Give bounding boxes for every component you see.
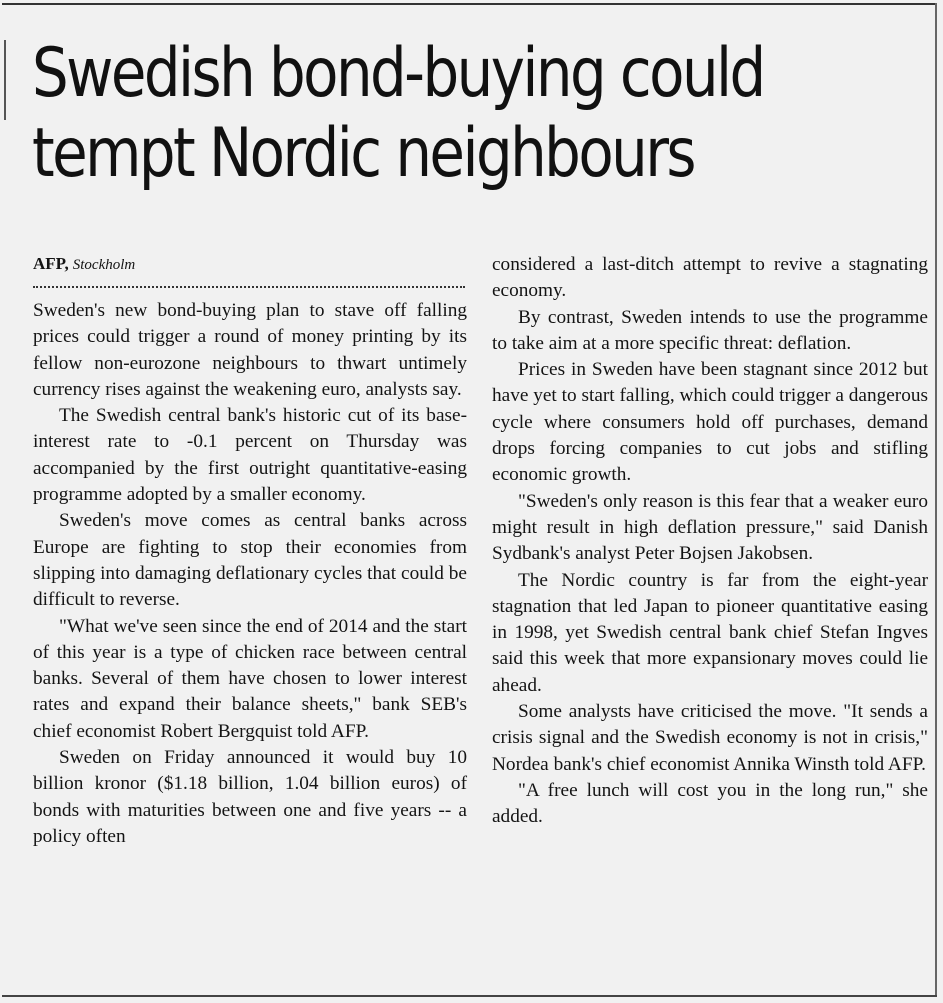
paragraph: The Nordic country is far from the eight-year stagnation that led Japan to pioneer quantitative easing in 1998, yet Swedish central bank chief Stefan Ingves said this week that more expansionary moves could lie ahead.: [492, 569, 928, 696]
right-border-rule: [935, 3, 937, 997]
paragraph: Prices in Sweden have been stagnant since 2012 but have yet to start falling, which could trigger a dangerous cycle where consumers hold off purchases, demand drops forcing companies to cut jobs and stifling economic growth.: [492, 359, 928, 486]
bottom-border-rule: [2, 995, 937, 997]
paragraph: "What we've seen since the end of 2014 and the start of this year is a type of chicken race between central banks. Several of them have chosen to lower interest rates and expand their balance sheets," bank SEB's chief economist Robert Bergquist told AFP.: [33, 615, 467, 742]
dotted-separator: [33, 286, 465, 288]
paragraph: considered a last-ditch attempt to revive a stagnating economy.: [492, 254, 928, 302]
paragraph: By contrast, Sweden intends to use the programme to take aim at a more specific threat: deflation.: [492, 306, 928, 354]
article-column-right: [492, 252, 928, 831]
paragraph: Sweden on Friday announced it would buy 10 billion kronor ($1.18 billion, 1.04 billion euros) of bonds with maturities between one and five years -- a policy often: [33, 747, 467, 847]
paragraph: The Swedish central bank's historic cut of its base-interest rate to -0.1 percent on Thursday was accompanied by the first outright quantitative-easing programme adopted by a smaller economy.: [33, 405, 467, 506]
top-border-rule: [2, 3, 935, 5]
paragraph: Sweden's move comes as central banks across Europe are fighting to stop their economies from slipping into damaging deflationary cycles that could be difficult to reverse.: [33, 510, 467, 611]
paragraph: "A free lunch will cost you in the long run," she added.: [492, 779, 928, 828]
article-column-left: [33, 252, 467, 850]
paragraph: "Sweden's only reason is this fear that a weaker euro might result in high deflation pressure," said Danish Sydbank's analyst Peter Bojsen Jakobsen.: [492, 490, 928, 565]
byline-place: Stockholm: [72, 257, 136, 273]
paragraph: Some analysts have criticised the move. "It sends a crisis signal and the Swedish economy is not in crisis," Nordea bank's chief economist Annika Winsth told AFP.: [492, 701, 928, 775]
byline: [33, 252, 467, 286]
byline-agency: AFP,: [33, 254, 69, 273]
paragraph: Sweden's new bond-buying plan to stave off falling prices could trigger a round of money printing by its fellow non-eurozone neighbours to thwart untimely currency rises against the weakening euro, analysts say.: [33, 300, 467, 400]
left-border-rule: [4, 40, 6, 120]
article-headline: Swedish bond-buying could tempt Nordic neighbours: [32, 34, 764, 193]
